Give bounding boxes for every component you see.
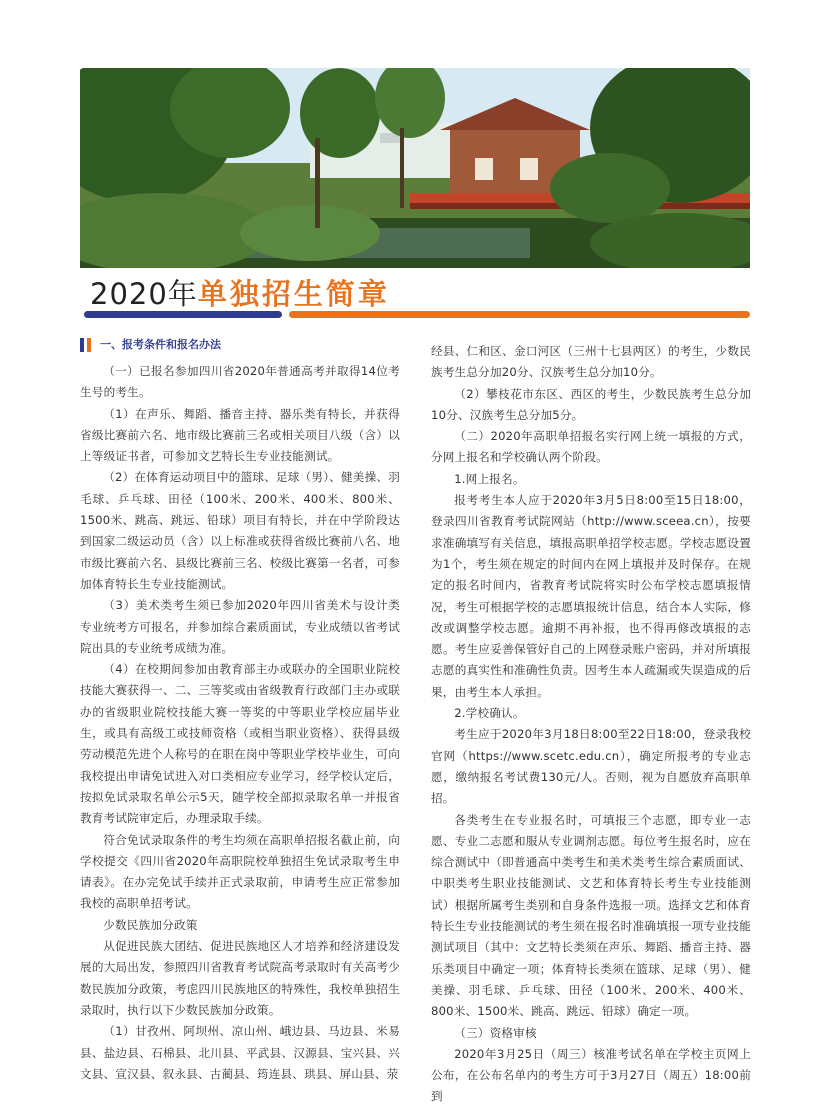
title-accent: 单独招生简章 [197, 277, 390, 311]
page-title [90, 276, 390, 312]
paragraph: （4）在校期间参加由教育部主办或联办的全国职业院校技能大赛获得一、二、三等奖或由省级教育行政部门主办或联办的省级职业院校技能大赛一等奖的中等职业学校应届毕业生，或具有高级工或技师资格（或相当职业资格）、获得县级劳动模范先进个人称号的在职在岗中等职业学校毕业生，可向我校提出申请免试进入对口类相应专业学习，经学校认定后，按拟免试录取名单公示5天，随学校全部拟录取名单一并报省教育考试院审定后，办理录取手续。 [80, 662, 400, 826]
title-prefix: 2020年 [90, 277, 198, 311]
section-heading: 一、报考条件和报名办法 [100, 338, 221, 351]
paragraph: 从促进民族大团结、促进民族地区人才培养和经济建设发展的大局出发，参照四川省教育考试院高考录取时有关高考少数民族加分政策，考虑四川民族地区的特殊性，我校单独招生录取时，执行以下少数民族加分政策。 [80, 939, 400, 1017]
campus-garden-photo [80, 68, 750, 268]
paragraph: （一）已报名参加四川省2020年普通高考并取得14位考生号的考生。 [80, 364, 400, 400]
paragraph: （二）2020年高职单招报名实行网上统一填报的方式，分网上报名和学校确认两个阶段。 [431, 429, 751, 465]
subheading: 1.网上报名。 [454, 471, 525, 486]
title-underline-blue [84, 311, 282, 318]
paragraph: （2）攀枝花市东区、西区的考生，少数民族考生总分加10分、汉族考生总分加5分。 [431, 386, 751, 422]
section-marker-icon [80, 338, 94, 352]
subheading: （三）资格审核 [454, 1025, 537, 1040]
paragraph: 报考考生本人应于2020年3月5日8:00至15日18:00，登录四川省教育考试院网站（http://www.sceea.cn），按要求准确填写有关信息，填报高职单招学校志愿。学校志愿设置为1个，考生须在规定的时间内在网上填报并及时保存。在规定的报名时间内，省教育考试院将实时公布学校志愿填报情况，考生可根据学校的志愿填报统计信息，结合本人实际，修改或调整学校志愿。逾期不再补报，也不得再修改填报的志愿。考生应妥善保管好自己的上网登录账户密码，并对所填报志愿的真实性和准确性负责。因考生本人疏漏或失误造成的后果，由考生本人承担。 [431, 493, 751, 699]
paragraph: 各类考生在专业报名时，可填报三个志愿，即专业一志愿、专业二志愿和服从专业调剂志愿。每位考生报名时，应在综合测试中（即普通高中类考生和美术类考生综合素质面试、中职类考生职业技能测试、文艺和体育特长考生专业技能测试）根据所属考生类别和自身条件选报一项。选择文艺和体育特长生专业技能测试的考生须在报名时准确填报一项专业技能测试项目（其中：文艺特长类须在声乐、舞蹈、播音主持、器乐类项目中确定一项；体育特长类须在篮球、足球（男）、健美操、羽毛球、乒乓球、田径（100米、200米、400米、800米、1500米、跳高、跳远、铅球）确定一项。 [431, 812, 751, 1019]
paragraph-continued: 经县、仁和区、金口河区（三州十七县两区）的考生，少数民族考生总分加20分、汉族考生总分加10分。 [431, 344, 751, 380]
paragraph: 符合免试录取条件的考生均须在高职单招报名截止前，向学校提交《四川省2020年高职院校单独招生免试录取考生申请表》。在办完免试手续并正式录取前，申请考生应正常参加我校的高职单招考试。 [80, 832, 400, 911]
subheading: 少数民族加分政策 [103, 917, 198, 932]
paragraph: （2）在体育运动项目中的篮球、足球（男）、健美操、羽毛球、乒乓球、田径（100米、200米、400米、800米、1500米、跳高、跳远、铅球）项目有特长，并在中学阶段达到国家二级运动员（含）以上标准或获得省级比赛前八名、地市级比赛前六名、县级比赛前三名、校级比赛第一名者，可参加体育特长生专业技能测试。 [80, 470, 400, 591]
paragraph: 2020年3月25日（周三）核准考试名单在学校主页网上公布，在公布名单内的考生方可于3月27日（周五）18:00前到 [431, 1046, 751, 1104]
right-column [431, 341, 751, 1108]
paragraph: （3）美术类考生须已参加2020年四川省美术与设计类专业统考方可报名，并参加综合素质面试，专业成绩以省考试院出具的专业统考成绩为准。 [80, 598, 400, 655]
paragraph: （1）甘孜州、阿坝州、凉山州、峨边县、马边县、米易县、盐边县、石棉县、北川县、平武县、汉源县、宝兴县、兴文县、宣汉县、叙永县、古蔺县、筠连县、珙县、屏山县、荥 [80, 1024, 400, 1081]
paragraph: 考生应于2020年3月18日8:00至22日18:00，登录我校官网（https://www.scetc.edu.cn），确定所报考的专业志愿，缴纳报名考试费130元/人。否则，视为自愿放弃高职单招。 [431, 727, 751, 806]
title-underline-orange [289, 311, 750, 318]
paragraph: （1）在声乐、舞蹈、播音主持、器乐类有特长，并获得省级比赛前六名、地市级比赛前三名或相关项目八级（含）以上等级证书者，可参加文艺特长生专业技能测试。 [80, 406, 400, 464]
left-column [80, 361, 400, 1085]
subheading: 2.学校确认。 [454, 706, 525, 721]
